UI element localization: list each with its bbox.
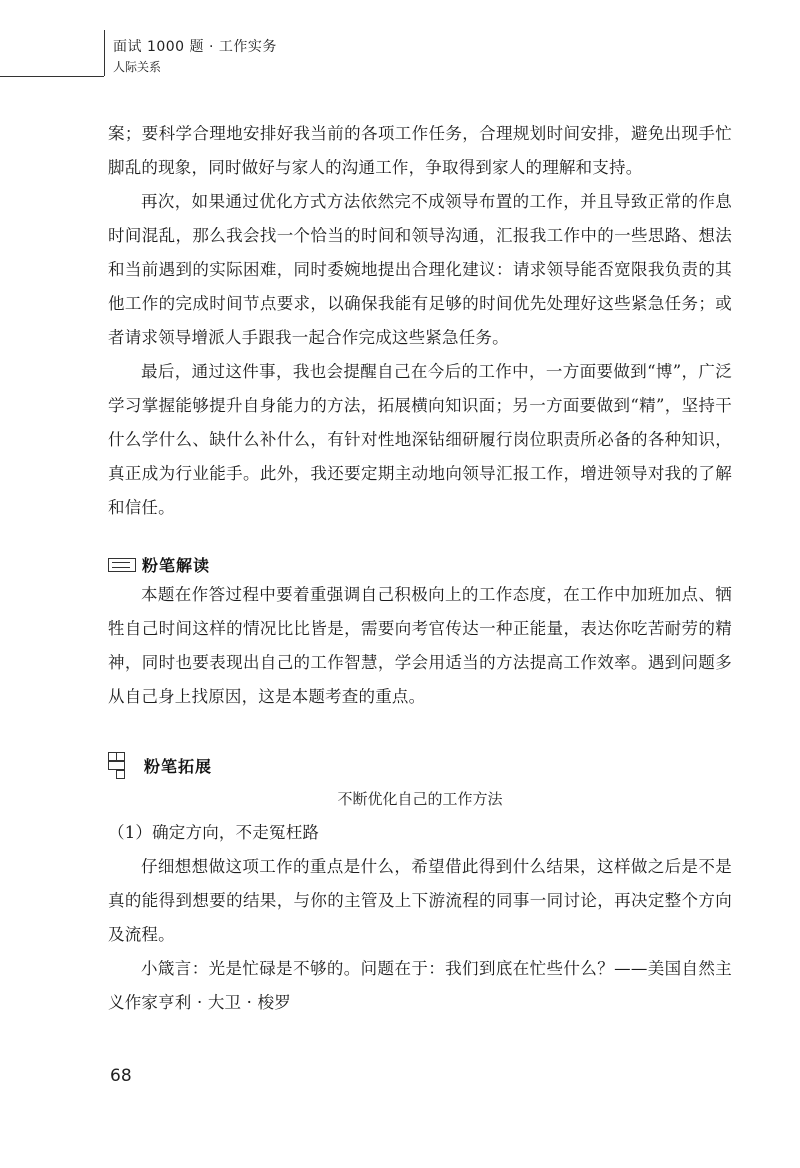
header-vertical-rule (104, 30, 105, 76)
section-heading-interpretation (108, 553, 210, 576)
paragraph-continued: 案；要科学合理地安排好我当前的各项工作任务，合理规划时间安排，避免出现手忙脚乱的现象，同时做好与家人的沟通工作，争取得到家人的理解和支持。 (108, 124, 732, 177)
chapter-title: 人际关系 (113, 60, 162, 74)
running-header (0, 30, 800, 80)
paragraph-finally: 最后，通过这件事，我也会提醒自己在今后的工作中，一方面要做到“博”，广泛学习掌握能够提升自身能力的方法，拓展横向知识面；另一方面要做到“精”，坚持干什么学什么、缺什么补什么，有针对性地深钻细研履行岗位职责所必备的各种知识，真正成为行业能手。此外，我还要定期主动地向领导汇报工作，增进领导对我的了解和信任。 (108, 362, 732, 517)
section-title: 粉笔解读 (142, 556, 211, 575)
quote-paragraph: 小箴言：光是忙碌是不够的。问题在于：我们到底在忙些什么？——美国自然主义作家亨利 · 大卫 · 梭罗 (108, 959, 732, 1012)
section-marker-icon (108, 558, 136, 572)
header-horizontal-rule (0, 76, 104, 77)
interpretation-paragraph: 本题在作答过程中要着重强调自己积极向上的工作态度，在工作中加班加点、牺牲自己时间这样的情况比比皆是，需要向考官传达一种正能量，表达你吃苦耐劳的精神，同时也要表现出自己的工作智慧，学会用适当的方法提高工作效率。遇到问题多从自己身上找原因，这是本题考查的重点。 (108, 585, 732, 706)
section-title: 粉笔拓展 (144, 756, 213, 776)
section-heading-extension (108, 752, 212, 778)
extension-item-heading: （1）确定方向，不走冤枉路 (108, 823, 320, 842)
paragraph-next: 再次，如果通过优化方式方法依然完不成领导布置的工作，并且导致正常的作息时间混乱，那么我会找一个恰当的时间和领导沟通，汇报我工作中的一些思路、想法和当前遇到的实际困难，同时委婉地提出合理化建议：请求领导能否宽限我负责的其他工作的完成时间节点要求，以确保我能有足够的时间优先处理好这些紧急任务；或者请求领导增派人手跟我一起合作完成这些紧急任务。 (108, 192, 732, 347)
book-title: 面试 1000 题 · 工作实务 (113, 39, 277, 55)
page-number: 68 (110, 1066, 132, 1086)
section-extension-icon (108, 752, 124, 778)
extension-subtitle: 不断优化自己的工作方法 (337, 790, 503, 808)
extension-item-paragraph: 仔细想想做这项工作的重点是什么，希望借此得到什么结果，这样做之后是不是真的能得到想要的结果，与你的主管及上下游流程的同事一同讨论，再决定整个方向及流程。 (108, 857, 732, 944)
